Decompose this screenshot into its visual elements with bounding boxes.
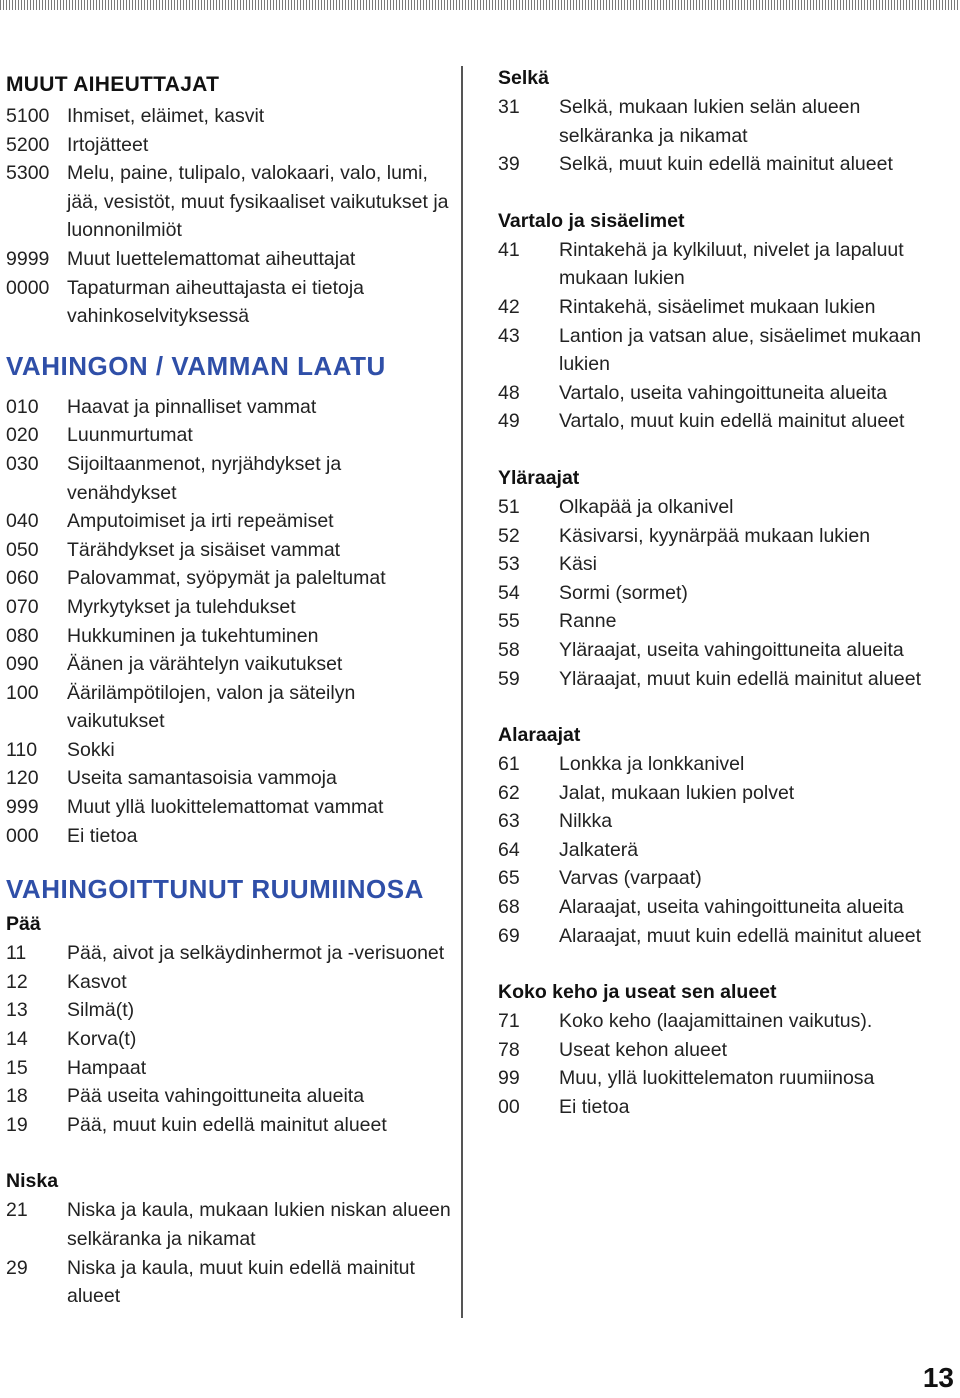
code-description: Varvas (varpaat) <box>559 867 702 890</box>
code-description: Hukkuminen ja tukehtuminen <box>67 624 319 647</box>
list-vartalo <box>498 236 954 436</box>
heading-ruumiinosa: VAHINGOITTUNUT RUUMIINOSA <box>6 874 424 905</box>
code-description: Nilkka <box>559 810 613 833</box>
code-number: 51 <box>498 495 520 518</box>
code-description: Alaraajat, useita vahingoittuneita alueita <box>559 896 904 919</box>
code-description: Sokki <box>67 738 115 761</box>
code-description: Palovammat, syöpymät ja paleltumat <box>67 567 386 590</box>
code-description: Rintakehä, sisäelimet mukaan lukien <box>559 295 876 318</box>
code-row <box>498 579 954 608</box>
code-number: 59 <box>498 667 520 690</box>
subheading-koko-keho: Koko keho ja useat sen alueet <box>498 981 777 1004</box>
code-number: 71 <box>498 1010 520 1033</box>
code-number: 020 <box>6 424 39 447</box>
code-number: 54 <box>498 581 520 604</box>
code-description: Tärähdykset ja sisäiset vammat <box>67 538 341 561</box>
code-row <box>6 822 456 851</box>
code-description: Korva(t) <box>67 1028 137 1051</box>
list-alaraajat <box>498 750 954 950</box>
page-number: 13 <box>922 1362 954 1393</box>
code-description: Melu, paine, tulipalo, valokaari, valo, lumi, jää, vesistöt, muut fysikaaliset vaikutukset ja luonnonilmiöt <box>67 162 449 242</box>
code-description: Amputoimiset ja irti repeämiset <box>67 510 334 533</box>
code-number: 110 <box>6 738 38 761</box>
code-number: 48 <box>498 381 520 404</box>
code-row <box>498 522 954 551</box>
list-paa <box>6 939 456 1139</box>
code-number: 19 <box>6 1113 28 1136</box>
code-number: 13 <box>6 999 28 1022</box>
list-vahingon-laatu <box>6 393 456 851</box>
code-description: Lonkka ja lonkkanivel <box>559 753 745 776</box>
code-number: 68 <box>498 896 520 919</box>
code-row <box>498 665 954 694</box>
code-description: Jalat, mukaan lukien polvet <box>559 781 795 804</box>
code-description: Rintakehä ja kylkiluut, nivelet ja lapaluut mukaan lukien <box>559 238 904 290</box>
code-number: 41 <box>498 238 520 261</box>
code-description: Ihmiset, eläimet, kasvit <box>67 105 265 127</box>
list-niska <box>6 1196 456 1310</box>
code-row <box>6 102 456 131</box>
code-description: Useita samantasoisia vammoja <box>67 767 337 790</box>
code-row <box>6 536 456 565</box>
code-number: 010 <box>6 395 39 418</box>
code-row <box>498 150 954 179</box>
code-row <box>6 421 456 450</box>
code-row <box>498 807 954 836</box>
code-description: Käsivarsi, kyynärpää mukaan lukien <box>559 524 871 547</box>
list-ylaraajat <box>498 493 954 693</box>
code-description: Tapaturman aiheuttajasta ei tietoja vahinkoselvityksessä <box>67 276 365 328</box>
code-row <box>498 493 954 522</box>
code-row <box>498 864 954 893</box>
code-number: 999 <box>6 796 39 819</box>
subheading-vartalo: Vartalo ja sisäelimet <box>498 209 685 232</box>
code-description: Hampaat <box>67 1056 147 1079</box>
code-description: Sormi (sormet) <box>559 581 688 604</box>
code-description: Vartalo, muut kuin edellä mainitut alueet <box>559 410 905 433</box>
code-row <box>6 736 456 765</box>
code-description: Silmä(t) <box>67 999 135 1022</box>
list-muut-aiheuttajat <box>6 102 456 331</box>
code-row <box>6 1054 456 1083</box>
code-description: Vartalo, useita vahingoittuneita alueita <box>559 381 888 404</box>
code-row <box>6 245 456 274</box>
code-row <box>498 407 954 436</box>
code-row <box>6 793 456 822</box>
code-number: 060 <box>6 567 39 590</box>
code-row <box>498 1064 954 1093</box>
code-number: 12 <box>6 970 28 993</box>
code-row <box>498 750 954 779</box>
code-number: 030 <box>6 452 39 475</box>
code-number: 65 <box>498 867 520 890</box>
code-description: Yläraajat, useita vahingoittuneita alueita <box>559 638 904 661</box>
code-number: 53 <box>498 553 520 576</box>
code-description: Ei tietoa <box>67 824 138 847</box>
code-description: Muut yllä luokittelemattomat vammat <box>67 796 384 819</box>
code-number: 070 <box>6 595 39 618</box>
code-number: 14 <box>6 1028 28 1051</box>
code-number: 69 <box>498 924 520 947</box>
code-row <box>6 1082 456 1111</box>
code-number: 5300 <box>6 162 50 185</box>
code-description: Olkapää ja olkanivel <box>559 495 734 518</box>
code-number: 120 <box>6 767 39 790</box>
code-row <box>6 274 456 331</box>
code-row <box>6 996 456 1025</box>
code-row <box>6 593 456 622</box>
code-description: Muut luettelemattomat aiheuttajat <box>67 247 356 270</box>
code-description: Äänen ja värähtelyn vaikutukset <box>67 653 343 676</box>
top-dotted-rule <box>0 0 960 10</box>
code-row <box>6 507 456 536</box>
code-number: 31 <box>498 96 520 118</box>
code-description: Irtojätteet <box>67 133 149 156</box>
code-description: Niska ja kaula, muut kuin edellä mainitut alueet <box>67 1256 415 1308</box>
code-description: Pää, muut kuin edellä mainitut alueet <box>67 1113 387 1136</box>
code-row <box>6 393 456 422</box>
code-number: 18 <box>6 1085 28 1108</box>
code-description: Koko keho (laajamittainen vaikutus). <box>559 1010 873 1033</box>
code-row <box>498 293 954 322</box>
code-number: 64 <box>498 838 520 861</box>
code-number: 78 <box>498 1038 520 1061</box>
code-number: 42 <box>498 295 520 318</box>
code-description: Sijoiltaanmenot, nyrjähdykset ja venähdykset <box>67 452 342 504</box>
code-row <box>6 1254 456 1311</box>
code-description: Pää useita vahingoittuneita alueita <box>67 1085 365 1108</box>
code-row <box>6 764 456 793</box>
code-description: Luunmurtumat <box>67 424 193 447</box>
code-number: 5200 <box>6 133 50 156</box>
subheading-alaraajat: Alaraajat <box>498 724 581 747</box>
code-row <box>6 131 456 160</box>
list-koko-keho <box>498 1007 954 1121</box>
subheading-niska: Niska <box>6 1170 59 1193</box>
code-number: 15 <box>6 1056 28 1079</box>
code-row <box>498 836 954 865</box>
subheading-paa: Pää <box>6 913 41 936</box>
subheading-selka: Selkä <box>498 67 549 89</box>
code-number: 58 <box>498 638 520 661</box>
code-number: 0000 <box>6 276 50 299</box>
code-row <box>498 379 954 408</box>
column-divider <box>461 66 463 1318</box>
code-number: 99 <box>498 1067 520 1090</box>
code-number: 39 <box>498 153 520 176</box>
code-row <box>498 1093 954 1122</box>
code-description: Jalkaterä <box>559 838 639 861</box>
heading-muut-aiheuttajat: MUUT AIHEUTTAJAT <box>6 73 220 96</box>
code-row <box>498 636 954 665</box>
code-description: Haavat ja pinnalliset vammat <box>67 395 317 418</box>
code-number: 000 <box>6 824 39 847</box>
subheading-ylaraajat: Yläraajat <box>498 466 580 489</box>
list-selka <box>498 93 954 179</box>
code-description: Lantion ja vatsan alue, sisäelimet mukaan lukien <box>559 324 922 376</box>
code-number: 040 <box>6 510 39 533</box>
code-description: Myrkytykset ja tulehdukset <box>67 595 296 618</box>
code-number: 11 <box>6 942 27 965</box>
code-row <box>498 1036 954 1065</box>
code-row <box>6 1111 456 1140</box>
code-row <box>498 893 954 922</box>
code-description: Äärilämpötilojen, valon ja säteilyn vaikutukset <box>67 681 356 733</box>
code-row <box>6 159 456 245</box>
code-description: Ei tietoa <box>559 1096 630 1119</box>
code-description: Muu, yllä luokittelematon ruumiinosa <box>559 1067 875 1090</box>
code-number: 080 <box>6 624 39 647</box>
code-number: 49 <box>498 410 520 433</box>
code-number: 55 <box>498 610 520 633</box>
code-row <box>498 922 954 951</box>
code-description: Käsi <box>559 553 597 576</box>
code-row <box>6 1196 456 1253</box>
heading-vahingon-laatu: VAHINGON / VAMMAN LAATU <box>6 350 386 381</box>
code-description: Selkä, muut kuin edellä mainitut alueet <box>559 153 893 176</box>
code-row <box>498 550 954 579</box>
code-row <box>498 236 954 293</box>
code-row <box>498 779 954 808</box>
code-number: 9999 <box>6 247 50 270</box>
code-description: Useat kehon alueet <box>559 1038 728 1061</box>
code-row <box>498 607 954 636</box>
code-row <box>6 650 456 679</box>
code-number: 29 <box>6 1256 28 1279</box>
code-description: Pää, aivot ja selkäydinhermot ja -verisuonet <box>67 942 445 965</box>
code-description: Niska ja kaula, mukaan lukien niskan alueen selkäranka ja nikamat <box>67 1199 451 1250</box>
code-number: 61 <box>498 753 520 776</box>
code-row <box>498 322 954 379</box>
code-number: 21 <box>6 1199 28 1222</box>
code-description: Selkä, mukaan lukien selän alueen selkäranka ja nikamat <box>559 96 861 147</box>
code-number: 52 <box>498 524 520 547</box>
code-row <box>6 679 456 736</box>
code-description: Yläraajat, muut kuin edellä mainitut alueet <box>559 667 922 690</box>
code-row <box>498 93 954 150</box>
code-row <box>498 1007 954 1036</box>
code-row <box>6 1025 456 1054</box>
right-column <box>498 66 954 1122</box>
code-number: 090 <box>6 653 39 676</box>
code-number: 00 <box>498 1096 520 1119</box>
code-row <box>6 450 456 507</box>
code-number: 63 <box>498 810 520 833</box>
code-number: 62 <box>498 781 520 804</box>
left-column <box>6 66 456 1311</box>
code-number: 100 <box>6 681 39 704</box>
code-description: Ranne <box>559 610 617 633</box>
code-number: 43 <box>498 324 520 347</box>
code-number: 5100 <box>6 105 50 127</box>
code-row <box>6 968 456 997</box>
code-description: Kasvot <box>67 970 127 993</box>
code-row <box>6 564 456 593</box>
code-row <box>6 939 456 968</box>
code-description: Alaraajat, muut kuin edellä mainitut alueet <box>559 924 922 947</box>
code-number: 050 <box>6 538 39 561</box>
code-row <box>6 622 456 651</box>
